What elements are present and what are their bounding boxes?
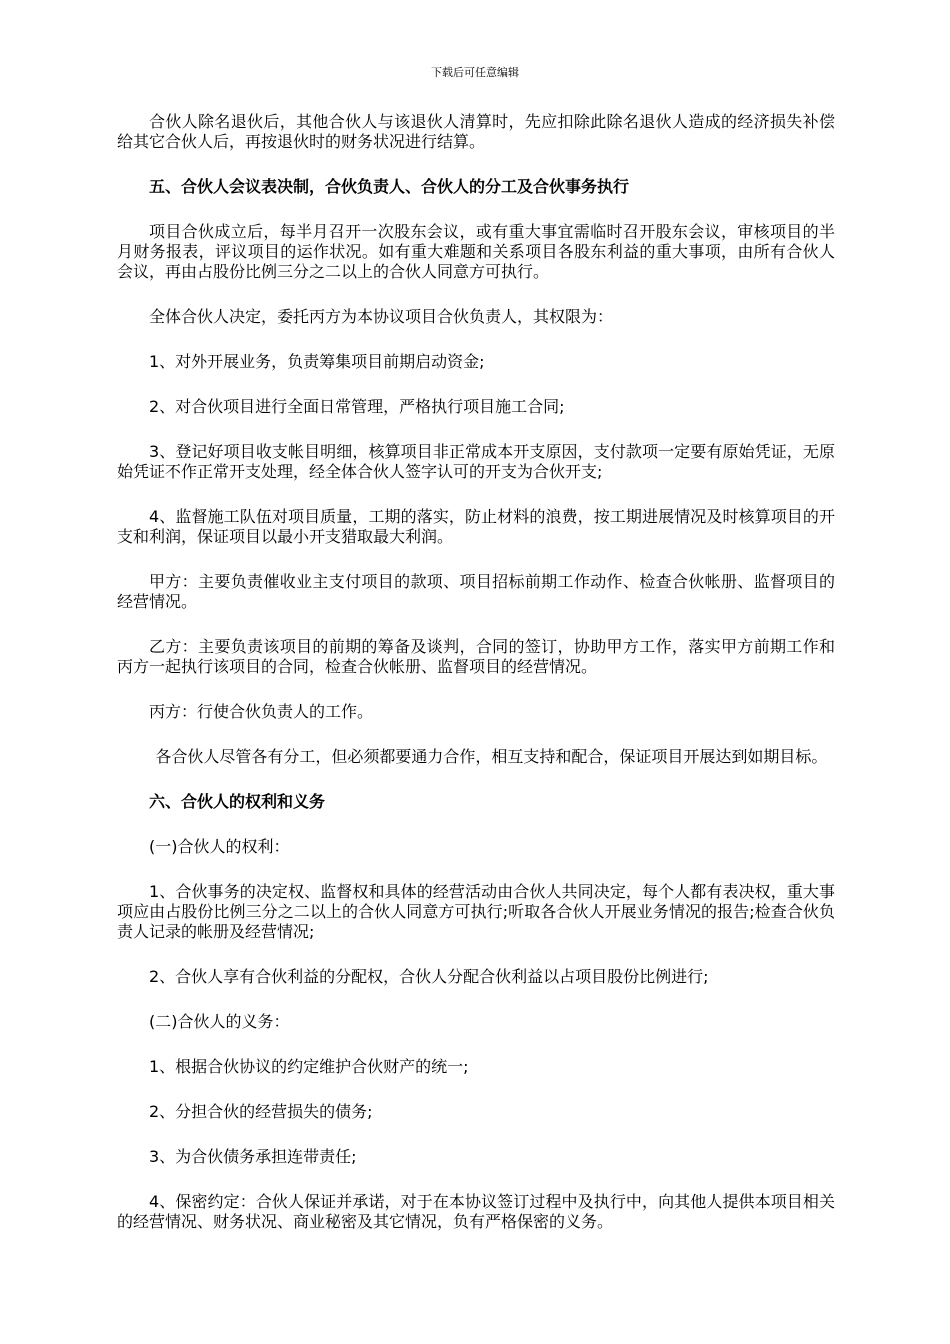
paragraph-party-a: 甲方：主要负责催收业主支付项目的款项、项目招标前期工作动作、检查合伙帐册、监督项目的经营情况。 (117, 572, 835, 611)
list-item-obligations-2: 2、分担合伙的经营损失的债务; (149, 1102, 373, 1121)
list-item-obligations-1: 1、根据合伙协议的约定维护合伙财产的统一; (149, 1057, 469, 1076)
list-item-authority-1: 1、对外开展业务，负责筹集项目前期启动资金; (149, 352, 485, 371)
page-header: 下载后可任意编辑 (431, 66, 519, 79)
paragraph-party-c: 丙方：行使合伙负责人的工作。 (149, 702, 374, 721)
list-item-authority-3: 3、登记好项目收支帐目明细，核算项目非正常成本开支原因，支付款项一定要有原始凭证，无原始凭证不作正常开支处理，经全体合伙人签字认可的开支为合伙开支; (117, 442, 835, 481)
list-item-obligations-4: 4、保密约定：合伙人保证并承诺，对于在本协议签订过程中及执行中，向其他人提供本项目相关的经营情况、财务状况、商业秘密及其它情况，负有严格保密的义务。 (117, 1192, 835, 1231)
paragraph-meeting-rules: 项目合伙成立后，每半月召开一次股东会议，或有重大事宜需临时召开股东会议，审核项目的半月财务报表，评议项目的运作状况。如有重大难题和关系项目各股东利益的重大事项，由所有合伙人会议，再由占股份比例三分之二以上的合伙人同意方可执行。 (117, 222, 835, 281)
paragraph-cooperation: 各合伙人尽管各有分工，但必须都要通力合作，相互支持和配合，保证项目开展达到如期目标。 (155, 747, 828, 766)
list-item-authority-4: 4、监督施工队伍对项目质量，工期的落实，防止材料的浪费，按工期进展情况及时核算项目的开支和利润，保证项目以最小开支猎取最大利润。 (117, 507, 835, 546)
list-item-rights-1: 1、合伙事务的决定权、监督权和具体的经营活动由合伙人共同决定，每个人都有表决权，重大事项应由占股份比例三分之二以上的合伙人同意方可执行;听取各合伙人开展业务情况的报告;检查合伙负责人记录的帐册及经营情况; (117, 882, 835, 941)
document-body (117, 112, 835, 1257)
paragraph-delegation: 全体合伙人决定，委托丙方为本协议项目合伙负责人，其权限为： (149, 307, 614, 326)
paragraph-party-b: 乙方：主要负责该项目的前期的筹备及谈判，合同的签订，协助甲方工作，落实甲方前期工作和丙方一起执行该项目的合同，检查合伙帐册、监督项目的经营情况。 (117, 637, 835, 676)
list-item-authority-2: 2、对合伙项目进行全面日常管理，严格执行项目施工合同; (149, 397, 565, 416)
subheading-obligations: (二)合伙人的义务： (149, 1012, 290, 1031)
list-item-obligations-3: 3、为合伙债务承担连带责任; (149, 1147, 357, 1166)
list-item-rights-2: 2、合伙人享有合伙利益的分配权，合伙人分配合伙利益以占项目股份比例进行; (149, 967, 709, 986)
subheading-rights: (一)合伙人的权利： (149, 837, 290, 856)
section-heading-six: 六、合伙人的权利和义务 (149, 792, 326, 811)
section-heading-five: 五、合伙人会议表决制，合伙负责人、合伙人的分工及合伙事务执行 (149, 177, 630, 196)
paragraph-withdrawal-settlement: 合伙人除名退伙后，其他合伙人与该退伙人清算时，先应扣除此除名退伙人造成的经济损失补偿给其它合伙人后，再按退伙时的财务状况进行结算。 (117, 112, 835, 151)
